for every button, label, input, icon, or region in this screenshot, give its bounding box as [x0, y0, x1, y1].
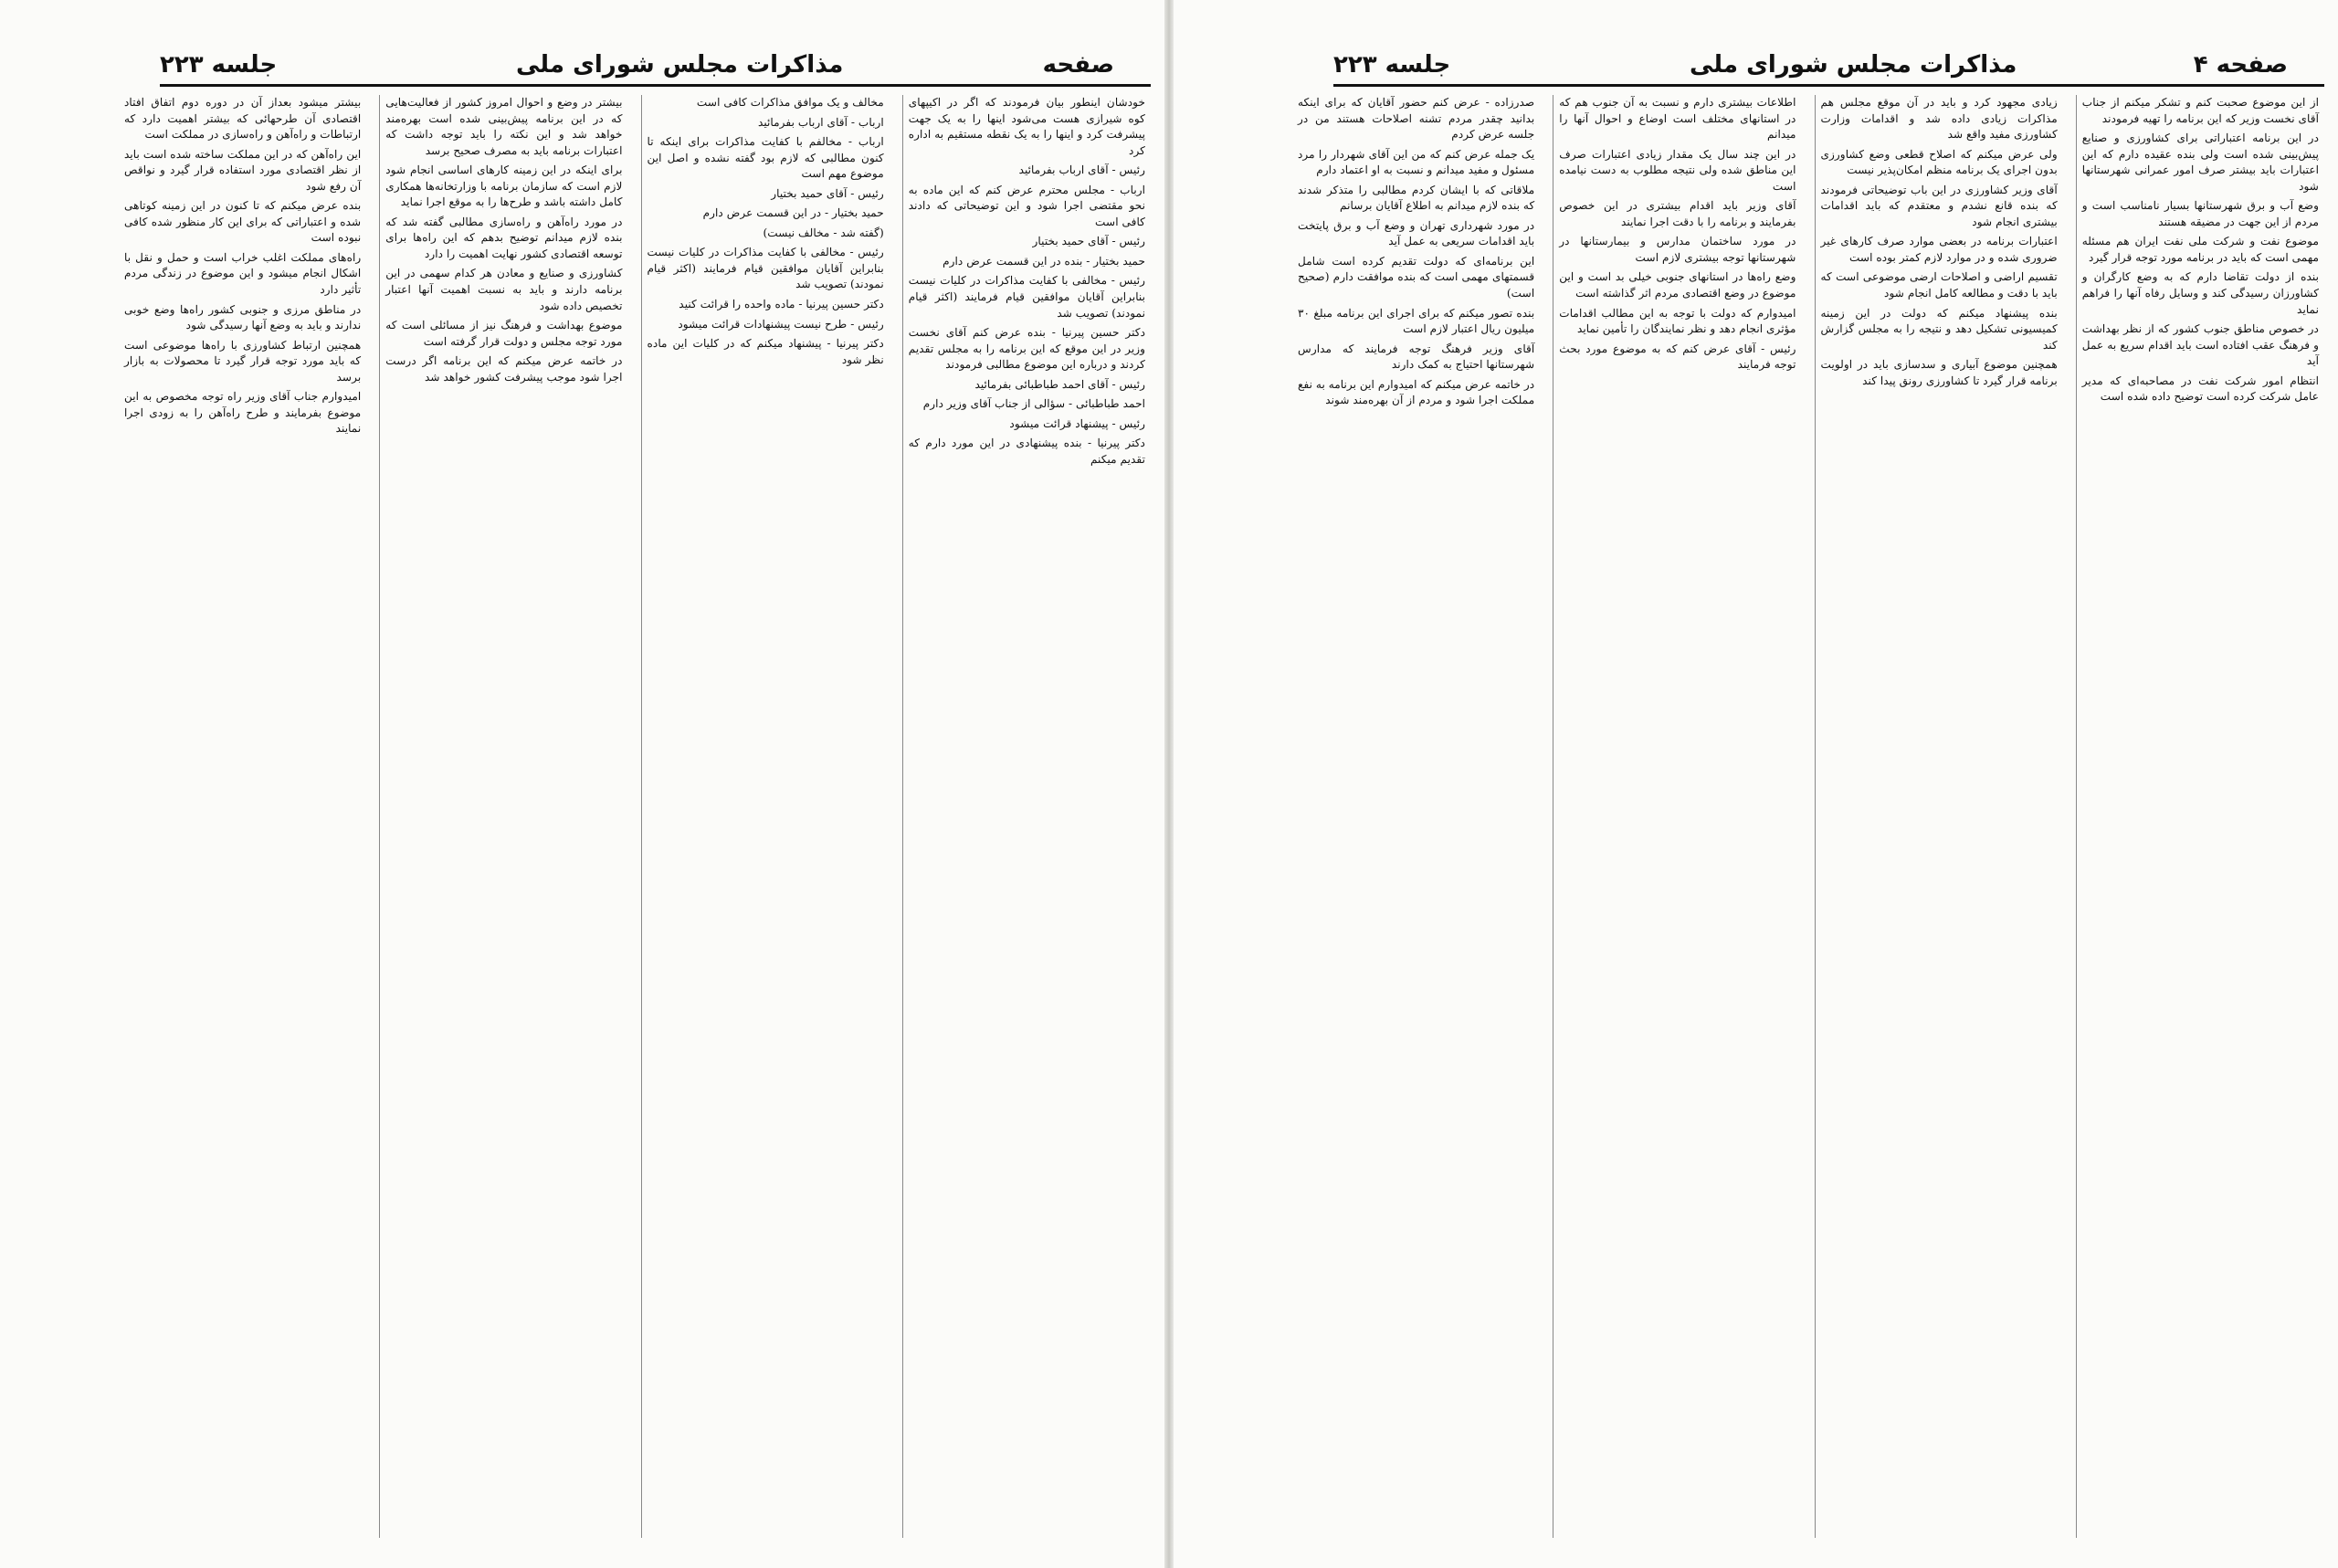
paragraph: در مورد راه‌آهن و راه‌سازی مطالبی گفته شد که بنده لازم میدانم توضیح بدهم که این راه‌ها برای توسعه اقتصادی کشور نهایت اهمیت را دارد — [385, 215, 623, 260]
paragraph: در مناطق مرزی و جنوبی کشور راه‌ها وضع خوبی ندارند و باید به وضع آنها رسیدگی شود — [124, 302, 362, 332]
paragraph: وضع آب و برق شهرستانها بسیار نامناسب است و مردم از این جهت در مضیقه هستند — [2081, 199, 2319, 228]
paragraph: رئیس - آقای عرض کنم که به موضوع مورد بحث توجه فرمایند — [1559, 342, 1796, 372]
paragraph: بیشتر در وضع و احوال امروز کشور از فعالیت‌هایی که در این برنامه پیش‌بینی شده است بهره‌مند خواهد شد و این نکته را باید توجه داشت که اعتبارات برنامه باید به مصرف صحیح برسد — [385, 96, 623, 157]
paragraph: یک جمله عرض کنم که من این آقای شهردار را مرد مسئول و مفید میدانم و نسبت به او اعتماد دارم — [1298, 147, 1535, 177]
paragraph: دکتر پیرنیا - بنده پیشنهادی در این مورد دارم که تقدیم میکنم — [908, 437, 1145, 466]
left-page — [0, 0, 1164, 1568]
left-page-header — [160, 47, 1151, 87]
paragraph: این راه‌آهن که در این مملکت ساخته شده است باید از نظر اقتصادی مورد استفاده قرار گیرد و نواقص آن رفع شود — [124, 147, 362, 193]
paragraph: موضوع بهداشت و فرهنگ نیز از مسائلی است که مورد توجه مجلس و دولت قرار گرفته است — [385, 319, 623, 348]
paragraph: رئیس - آقای ارباب بفرمائید — [1018, 163, 1145, 177]
paragraph: حمید بختیار - بنده در این قسمت عرض دارم — [943, 254, 1145, 268]
right-session-label: جلسه ۲۲۳ — [1333, 51, 1451, 79]
left-page-label: صفحه — [1042, 51, 1114, 79]
paragraph: حمید بختیار - در این قسمت عرض دارم — [702, 206, 884, 220]
text-column — [1815, 95, 2063, 1538]
right-page-label: صفحه ۴ — [2193, 51, 2288, 79]
paragraph: راه‌های مملکت اغلب خراب است و حمل و نقل با اشکال انجام میشود و این موضوع در زندگی مردم تأثیر دارد — [124, 250, 362, 297]
text-column — [1292, 95, 1540, 1538]
paragraph: امیدوارم که دولت با توجه به این مطالب اقدامات مؤثری انجام دهد و نظر نمایندگان را تأمین نماید — [1559, 306, 1796, 336]
paragraph: در مورد شهرداری تهران و وضع آب و برق پایتخت باید اقدامات سریعی به عمل آید — [1298, 218, 1535, 248]
paragraph: ارباب - مخالفم با کفایت مذاکرات برای اینکه تا کنون مطالبی که لازم بود گفته نشده و اصل این موضوع مهم است — [647, 135, 884, 181]
paragraph: ارباب - مجلس محترم عرض کنم که این ماده به نحو مقتضی اجرا شود و این توضیحاتی که دادند کافی است — [908, 183, 1145, 228]
paragraph: مخالف و یک موافق مذاکرات کافی است — [696, 96, 884, 109]
paragraph: در خاتمه عرض میکنم که این برنامه اگر درست اجرا شود موجب پیشرفت کشور خواهد شد — [385, 354, 623, 384]
paragraph: در این چند سال یک مقدار زیادی اعتبارات صرف این مناطق شده ولی نتیجه مطلوب به دست نیامده است — [1559, 147, 1796, 193]
paragraph: از این موضوع صحبت کنم و تشکر میکنم از جناب آقای نخست وزیر که این برنامه را تهیه فرمودند — [2081, 96, 2319, 125]
paragraph: آقای وزیر کشاورزی در این باب توضیحاتی فرمودند که بنده قانع نشدم و معتقدم که باید اقدامات بیشتری انجام شود — [1820, 183, 2058, 228]
text-column — [1553, 95, 1801, 1538]
paragraph: آقای وزیر باید اقدام بیشتری در این خصوص بفرمایند و برنامه را با دقت اجرا نمایند — [1559, 199, 1796, 228]
paragraph: رئیس - مخالفی با کفایت مذاکرات در کلیات نیست بنابراین آقایان موافقین قیام فرمایند (اکثر قیام نمودند) تصویب شد — [908, 274, 1145, 320]
left-session-label: جلسه ۲۲۳ — [160, 51, 278, 79]
paragraph: امیدوارم جناب آقای وزیر راه توجه مخصوص به این موضوع بفرمایند و طرح راه‌آهن را به زودی اجرا نمایند — [124, 390, 362, 436]
paragraph: اطلاعات بیشتری دارم و نسبت به آن جنوب هم که در استانهای مختلف است اوضاع و احوال آنها را میدانم — [1559, 96, 1796, 142]
paragraph: دکتر پیرنیا - پیشنهاد میکنم که در کلیات این ماده نظر شود — [647, 337, 884, 366]
right-page-header — [1333, 47, 2324, 87]
paragraph: احمد طباطبائی - سؤالی از جناب آقای وزیر دارم — [922, 397, 1145, 411]
right-columns — [1292, 95, 2324, 1547]
text-column — [119, 95, 366, 1538]
paragraph: آقای وزیر فرهنگ توجه فرمایند که مدارس شهرستانها احتیاج به کمک دارند — [1298, 342, 1535, 372]
text-column — [902, 95, 1151, 1538]
paragraph: این برنامه‌ای که دولت تقدیم کرده است شامل قسمتهای مهمی است که بنده موافقت دارم (صحیح است) — [1298, 254, 1535, 300]
paragraph: برای اینکه در این زمینه کارهای اساسی انجام شود لازم است که سازمان برنامه با وزارتخانه‌ها همکاری کامل داشته باشد و طرح‌ها را به موقع اجرا نماید — [385, 163, 623, 209]
paragraph: بنده تصور میکنم که برای اجرای این برنامه مبلغ ۳۰ میلیون ریال اعتبار لازم است — [1298, 306, 1535, 336]
paragraph: (گفته شد - مخالف نیست) — [763, 226, 884, 239]
paragraph: ملاقاتی که با ایشان کردم مطالبی را متذکر شدند که بنده لازم میدانم به اطلاع آقایان برسانم — [1298, 183, 1535, 213]
paragraph: رئیس - پیشنهاد قرائت میشود — [1009, 416, 1145, 430]
left-columns — [119, 95, 1151, 1547]
paragraph: دکتر حسین پیرنیا - ماده واحده را قرائت کنید — [679, 298, 884, 311]
paragraph: رئیس - آقای احمد طباطبائی بفرمائید — [974, 377, 1145, 391]
paragraph: کشاورزی و صنایع و معادن هر کدام سهمی در این برنامه دارند و باید به نسبت اهمیت آنها اعتبار تخصیص داده شود — [385, 267, 623, 312]
right-page-title: مذاکرات مجلس شورای ملی — [1690, 51, 2017, 79]
text-column — [379, 95, 627, 1538]
paragraph: صدرزاده - عرض کنم حضور آقایان که برای اینکه بدانید چقدر مردم تشنه اصلاحات هستند من در جلسه عرض کردم — [1298, 96, 1535, 142]
paragraph: در خصوص مناطق جنوب کشور که از نظر بهداشت و فرهنگ عقب افتاده است باید اقدام سریع به عمل آید — [2081, 322, 2319, 368]
paragraph: وضع راه‌ها در استانهای جنوبی خیلی بد است و این موضوع در وضع اقتصادی مردم اثر گذاشته است — [1559, 270, 1796, 300]
left-page-title: مذاکرات مجلس شورای ملی — [516, 51, 844, 79]
paragraph: تقسیم اراضی و اصلاحات ارضی موضوعی است که باید با دقت و مطالعه کامل انجام شود — [1820, 270, 2058, 300]
paragraph: همچنین موضوع آبیاری و سدسازی باید در اولویت برنامه قرار گیرد تا کشاورزی رونق پیدا کند — [1820, 358, 2058, 387]
text-column — [2076, 95, 2324, 1538]
paragraph: رئیس - آقای حمید بختیار — [771, 186, 884, 200]
paragraph: بیشتر میشود بعداز آن در دوره دوم اتفاق افتاد اقتصادی آن طرحهائی که بیشتر اهمیت دارد که ارتباطات و راه‌آهن و راه‌سازی در مملکت است — [124, 96, 362, 142]
paragraph: خودشان اینطور بیان فرمودند که اگر در اکیپهای کوه شیرازی هست می‌شود اینها را به یک جهت پیشرفت کرد و اینها را به یک نقطه مستقیم به اداره کرد — [908, 96, 1145, 157]
paragraph: در این برنامه اعتباراتی برای کشاورزی و صنایع پیش‌بینی شده است ولی بنده عقیده دارم که این اعتبارات باید بیشتر صرف امور عمرانی شهرستانها شود — [2081, 132, 2319, 193]
paragraph: همچنین ارتباط کشاورزی با راه‌ها موضوعی است که باید مورد توجه قرار گیرد تا محصولات به بازار برسد — [124, 338, 362, 384]
paragraph: دکتر حسین پیرنیا - بنده عرض کنم آقای نخست وزیر در این موقع که این برنامه را به مجلس تقدیم کردند و درباره این موضوع مطالبی فرمودند — [908, 326, 1145, 372]
book-gutter — [1164, 0, 1174, 1568]
paragraph: رئیس - طرح نیست پیشنهادات قرائت میشود — [678, 317, 884, 331]
paragraph: رئیس - مخالفی با کفایت مذاکرات در کلیات نیست بنابراین آقایان موافقین قیام فرمایند (اکثر قیام نمودند) تصویب شد — [647, 246, 884, 291]
paragraph: در مورد ساختمان مدارس و بیمارستانها در شهرستانها توجه بیشتری لازم است — [1559, 235, 1796, 264]
paragraph: اعتبارات برنامه در بعضی موارد صرف کارهای غیر ضروری شده و در موارد لازم کمتر بوده است — [1820, 235, 2058, 264]
paragraph: بنده از دولت تقاضا دارم که به وضع کارگران و کشاورزان رسیدگی کند و وسایل رفاه آنها را فراهم نماید — [2081, 270, 2319, 316]
text-column — [641, 95, 890, 1538]
paragraph: بنده پیشنهاد میکنم که دولت در این زمینه کمیسیونی تشکیل دهد و نتیجه را به مجلس گزارش کند — [1820, 306, 2058, 352]
paragraph: ارباب - آقای ارباب بفرمائید — [757, 115, 884, 129]
paragraph: در خاتمه عرض میکنم که امیدوارم این برنامه به نفع مملکت اجرا شود و مردم از آن بهره‌مند شوند — [1298, 377, 1535, 407]
right-page — [1174, 0, 2338, 1568]
paragraph: موضوع نفت و شرکت ملی نفت ایران هم مسئله مهمی است که باید در برنامه مورد توجه قرار گیرد — [2081, 235, 2319, 264]
paragraph: انتظام امور شرکت نفت در مصاحبه‌ای که مدیر عامل شرکت کرده است توضیح داده شده است — [2081, 374, 2319, 404]
paragraph: زیادی مجهود کرد و باید در آن موقع مجلس هم مذاکرات زیادی داده شد و اقدامات وزارت کشاورزی مفید واقع شد — [1820, 96, 2058, 142]
paragraph: رئیس - آقای حمید بختیار — [1032, 235, 1145, 248]
paragraph: ولی عرض میکنم که اصلاح قطعی وضع کشاورزی بدون اجرای یک برنامه منظم امکان‌پذیر نیست — [1820, 147, 2058, 177]
paragraph: بنده عرض میکنم که تا کنون در این زمینه کوتاهی شده و اعتباراتی که برای این کار منظور شده کافی نبوده است — [124, 199, 362, 245]
